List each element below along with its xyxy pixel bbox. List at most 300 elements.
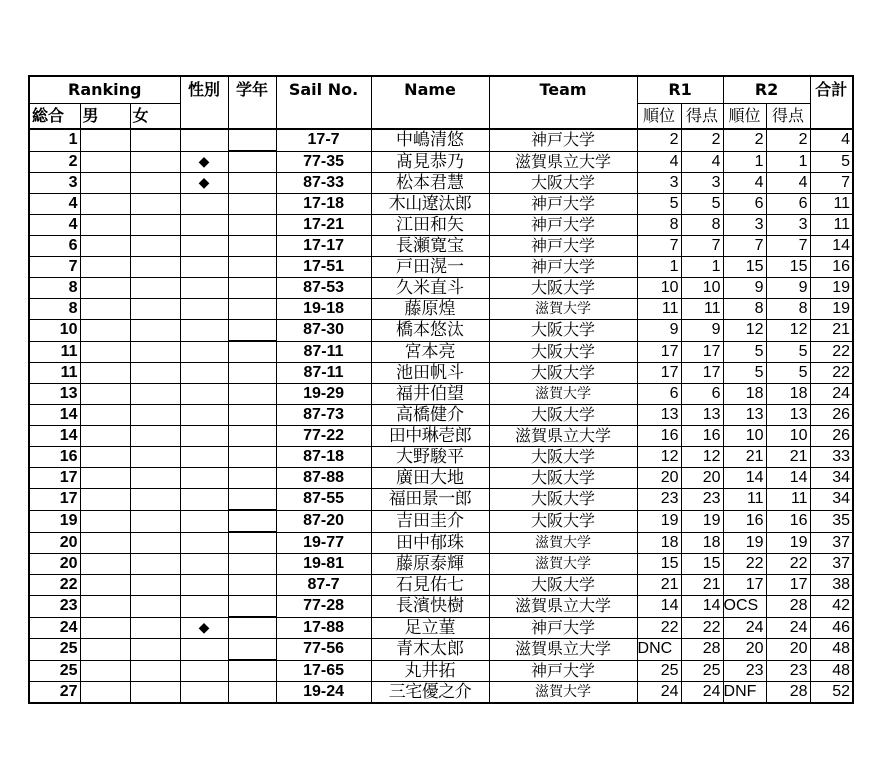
cell-r1-place: 17: [637, 341, 681, 363]
cell-r2-place: 22: [723, 554, 766, 575]
header-r1-place: 順位: [637, 104, 681, 130]
cell-female: [130, 384, 180, 405]
cell-team: 神戸大学: [489, 236, 637, 257]
cell-female: [130, 617, 180, 639]
cell-rank: 27: [29, 682, 80, 704]
cell-grade: [228, 215, 276, 236]
cell-r1-place: 5: [637, 194, 681, 215]
cell-male: [80, 532, 130, 554]
cell-rank: 16: [29, 447, 80, 468]
cell-total: 7: [810, 173, 853, 194]
cell-total: 37: [810, 554, 853, 575]
cell-r1-place: 7: [637, 236, 681, 257]
cell-r1-place: 25: [637, 660, 681, 682]
cell-female: [130, 405, 180, 426]
cell-team: 大阪大学: [489, 575, 637, 596]
header-sail-no: Sail No.: [276, 76, 371, 104]
cell-r2-points: 7: [766, 236, 810, 257]
cell-r1-place: 14: [637, 596, 681, 618]
cell-name: 大野駿平: [371, 447, 489, 468]
cell-sail-no: 17-88: [276, 617, 371, 639]
cell-gender: [180, 405, 228, 426]
cell-team: 滋賀県立大学: [489, 639, 637, 661]
cell-r2-place: 8: [723, 299, 766, 320]
cell-total: 33: [810, 447, 853, 468]
cell-name: 長濱快樹: [371, 596, 489, 618]
cell-rank: 11: [29, 341, 80, 363]
cell-r2-place: 13: [723, 405, 766, 426]
cell-total: 42: [810, 596, 853, 618]
cell-male: [80, 278, 130, 299]
table-row: [29, 405, 853, 426]
cell-r2-points: 21: [766, 447, 810, 468]
cell-name: 木山遼汰郎: [371, 194, 489, 215]
cell-r1-place: 1: [637, 257, 681, 278]
cell-sail-no: 17-51: [276, 257, 371, 278]
cell-team: 滋賀大学: [489, 384, 637, 405]
cell-r1-points: 4: [681, 151, 723, 173]
cell-male: [80, 363, 130, 384]
cell-r1-points: 3: [681, 173, 723, 194]
cell-gender: [180, 660, 228, 682]
table-row: [29, 173, 853, 194]
cell-grade: [228, 194, 276, 215]
header-overall: 総合: [29, 104, 80, 130]
header-r1: R1: [637, 76, 723, 104]
cell-r2-place: DNF: [723, 682, 766, 704]
table-row: [29, 447, 853, 468]
cell-r1-points: 6: [681, 384, 723, 405]
table-row: [29, 299, 853, 320]
cell-r2-place: 7: [723, 236, 766, 257]
cell-r2-place: 20: [723, 639, 766, 661]
cell-team: 神戸大学: [489, 257, 637, 278]
cell-r1-place: 21: [637, 575, 681, 596]
cell-female: [130, 447, 180, 468]
cell-male: [80, 447, 130, 468]
cell-r1-points: 18: [681, 532, 723, 554]
cell-total: 35: [810, 510, 853, 532]
cell-total: 34: [810, 489, 853, 511]
cell-gender: ◆: [180, 151, 228, 173]
cell-female: [130, 236, 180, 257]
cell-name: 田中郁珠: [371, 532, 489, 554]
cell-sail-no: 17-7: [276, 129, 371, 151]
cell-sail-no: 87-30: [276, 320, 371, 342]
table-row: [29, 575, 853, 596]
cell-name: 足立菫: [371, 617, 489, 639]
cell-sail-no: 77-28: [276, 596, 371, 618]
cell-male: [80, 194, 130, 215]
cell-r2-place: 9: [723, 278, 766, 299]
cell-grade: [228, 257, 276, 278]
table-row: [29, 194, 853, 215]
cell-team: 神戸大学: [489, 215, 637, 236]
cell-grade: [228, 278, 276, 299]
cell-grade: [228, 575, 276, 596]
cell-female: [130, 532, 180, 554]
cell-r1-points: 16: [681, 426, 723, 447]
cell-total: 38: [810, 575, 853, 596]
table-row: [29, 596, 853, 618]
cell-sail-no: 19-77: [276, 532, 371, 554]
cell-team: 滋賀県立大学: [489, 151, 637, 173]
table-row: [29, 384, 853, 405]
cell-r2-points: 8: [766, 299, 810, 320]
cell-gender: [180, 426, 228, 447]
cell-r2-points: 10: [766, 426, 810, 447]
cell-rank: 19: [29, 510, 80, 532]
cell-r2-points: 4: [766, 173, 810, 194]
cell-r1-place: 11: [637, 299, 681, 320]
cell-name: 池田帆斗: [371, 363, 489, 384]
cell-team: 大阪大学: [489, 468, 637, 489]
cell-male: [80, 129, 130, 151]
cell-sail-no: 87-20: [276, 510, 371, 532]
cell-rank: 6: [29, 236, 80, 257]
header-male: 男: [80, 104, 130, 130]
cell-r1-points: 13: [681, 405, 723, 426]
cell-r1-points: 22: [681, 617, 723, 639]
cell-gender: [180, 682, 228, 704]
cell-r2-place: 17: [723, 575, 766, 596]
cell-r2-points: 18: [766, 384, 810, 405]
cell-female: [130, 682, 180, 704]
cell-male: [80, 384, 130, 405]
cell-r1-points: 11: [681, 299, 723, 320]
table-row: [29, 617, 853, 639]
cell-rank: 24: [29, 617, 80, 639]
cell-gender: [180, 236, 228, 257]
table-row: [29, 363, 853, 384]
cell-r2-place: 23: [723, 660, 766, 682]
cell-name: 戸田滉一: [371, 257, 489, 278]
cell-gender: [180, 257, 228, 278]
cell-name: 宮本亮: [371, 341, 489, 363]
cell-team: 滋賀大学: [489, 532, 637, 554]
cell-rank: 3: [29, 173, 80, 194]
cell-r1-points: 23: [681, 489, 723, 511]
cell-sail-no: 19-29: [276, 384, 371, 405]
header-row-1: [29, 76, 853, 104]
table-row: [29, 320, 853, 342]
cell-r1-place: 2: [637, 129, 681, 151]
cell-male: [80, 341, 130, 363]
header-female: 女: [130, 104, 180, 130]
cell-grade: [228, 341, 276, 363]
cell-gender: [180, 639, 228, 661]
cell-male: [80, 426, 130, 447]
cell-name: 石見佑七: [371, 575, 489, 596]
cell-r1-points: 19: [681, 510, 723, 532]
cell-sail-no: 77-56: [276, 639, 371, 661]
cell-gender: [180, 596, 228, 618]
cell-gender: [180, 447, 228, 468]
cell-r1-points: 5: [681, 194, 723, 215]
table-row: [29, 151, 853, 173]
cell-total: 5: [810, 151, 853, 173]
cell-female: [130, 194, 180, 215]
cell-sail-no: 87-18: [276, 447, 371, 468]
cell-sail-no: 77-35: [276, 151, 371, 173]
cell-male: [80, 405, 130, 426]
cell-total: 21: [810, 320, 853, 342]
cell-male: [80, 596, 130, 618]
cell-r2-points: 22: [766, 554, 810, 575]
cell-total: 24: [810, 384, 853, 405]
cell-r2-points: 12: [766, 320, 810, 342]
header-sail-blank: [276, 104, 371, 130]
cell-grade: [228, 236, 276, 257]
header-team-blank: [489, 104, 637, 130]
cell-grade: [228, 447, 276, 468]
cell-r2-place: 1: [723, 151, 766, 173]
cell-r2-points: 15: [766, 257, 810, 278]
cell-team: 大阪大学: [489, 447, 637, 468]
cell-r1-place: 10: [637, 278, 681, 299]
cell-rank: 7: [29, 257, 80, 278]
cell-female: [130, 596, 180, 618]
cell-sail-no: 17-21: [276, 215, 371, 236]
cell-name: 福田景一郎: [371, 489, 489, 511]
cell-female: [130, 173, 180, 194]
header-gender-blank: [180, 104, 228, 130]
header-r2: R2: [723, 76, 810, 104]
cell-sail-no: 17-18: [276, 194, 371, 215]
cell-rank: 14: [29, 405, 80, 426]
table-row: [29, 257, 853, 278]
header-total: 合計: [810, 76, 853, 104]
header-gender: 性別: [180, 76, 228, 104]
cell-r1-points: 14: [681, 596, 723, 618]
header-r1-points: 得点: [681, 104, 723, 130]
cell-r2-points: 17: [766, 575, 810, 596]
cell-gender: ◆: [180, 173, 228, 194]
table-row: [29, 639, 853, 661]
table-row: [29, 682, 853, 704]
table-row: [29, 532, 853, 554]
cell-r1-points: 24: [681, 682, 723, 704]
cell-team: 大阪大学: [489, 278, 637, 299]
cell-name: 久米直斗: [371, 278, 489, 299]
cell-team: 大阪大学: [489, 363, 637, 384]
cell-grade: [228, 510, 276, 532]
cell-name: 廣田大地: [371, 468, 489, 489]
cell-male: [80, 468, 130, 489]
cell-male: [80, 510, 130, 532]
cell-team: 滋賀大学: [489, 554, 637, 575]
cell-r2-points: 1: [766, 151, 810, 173]
cell-team: 大阪大学: [489, 173, 637, 194]
cell-r2-place: 15: [723, 257, 766, 278]
cell-grade: [228, 384, 276, 405]
cell-gender: [180, 299, 228, 320]
header-name: Name: [371, 76, 489, 104]
cell-male: [80, 320, 130, 342]
cell-rank: 1: [29, 129, 80, 151]
header-grade-blank: [228, 104, 276, 130]
cell-name: 橋本悠汰: [371, 320, 489, 342]
cell-r1-place: 6: [637, 384, 681, 405]
table-row: [29, 489, 853, 511]
cell-female: [130, 341, 180, 363]
cell-r1-points: 8: [681, 215, 723, 236]
cell-rank: 25: [29, 639, 80, 661]
table-row: [29, 660, 853, 682]
cell-r1-place: 3: [637, 173, 681, 194]
cell-r1-place: 15: [637, 554, 681, 575]
cell-team: 滋賀大学: [489, 682, 637, 704]
cell-total: 4: [810, 129, 853, 151]
cell-rank: 4: [29, 194, 80, 215]
cell-female: [130, 151, 180, 173]
cell-r2-points: 3: [766, 215, 810, 236]
header-name-blank: [371, 104, 489, 130]
cell-sail-no: 87-7: [276, 575, 371, 596]
cell-gender: [180, 363, 228, 384]
cell-r1-place: 24: [637, 682, 681, 704]
cell-r2-points: 19: [766, 532, 810, 554]
cell-r2-points: 28: [766, 682, 810, 704]
cell-female: [130, 363, 180, 384]
cell-grade: [228, 617, 276, 639]
cell-male: [80, 215, 130, 236]
cell-name: 吉田圭介: [371, 510, 489, 532]
cell-r2-place: 12: [723, 320, 766, 342]
cell-female: [130, 129, 180, 151]
cell-r1-place: 18: [637, 532, 681, 554]
cell-r1-points: 15: [681, 554, 723, 575]
cell-r2-place: 5: [723, 341, 766, 363]
cell-r1-points: 25: [681, 660, 723, 682]
cell-grade: [228, 426, 276, 447]
cell-name: 福井伯望: [371, 384, 489, 405]
cell-rank: 20: [29, 532, 80, 554]
cell-r2-place: 19: [723, 532, 766, 554]
cell-r1-points: 7: [681, 236, 723, 257]
cell-male: [80, 151, 130, 173]
cell-female: [130, 554, 180, 575]
cell-sail-no: 17-17: [276, 236, 371, 257]
cell-team: 滋賀県立大学: [489, 426, 637, 447]
cell-team: 滋賀大学: [489, 299, 637, 320]
cell-gender: [180, 384, 228, 405]
cell-r2-points: 2: [766, 129, 810, 151]
cell-name: 中嶋清悠: [371, 129, 489, 151]
header-r2-place: 順位: [723, 104, 766, 130]
cell-grade: [228, 489, 276, 511]
cell-sail-no: 87-88: [276, 468, 371, 489]
cell-r1-points: 17: [681, 341, 723, 363]
cell-total: 19: [810, 299, 853, 320]
cell-r1-place: 23: [637, 489, 681, 511]
cell-r1-place: DNC: [637, 639, 681, 661]
cell-r1-points: 1: [681, 257, 723, 278]
cell-r1-place: 19: [637, 510, 681, 532]
cell-total: 22: [810, 363, 853, 384]
header-grade: 学年: [228, 76, 276, 104]
cell-name: 青木太郎: [371, 639, 489, 661]
table-row: [29, 278, 853, 299]
cell-team: 大阪大学: [489, 405, 637, 426]
cell-r1-place: 8: [637, 215, 681, 236]
cell-r2-place: 14: [723, 468, 766, 489]
cell-rank: 10: [29, 320, 80, 342]
cell-r2-points: 9: [766, 278, 810, 299]
cell-grade: [228, 468, 276, 489]
cell-team: 大阪大学: [489, 489, 637, 511]
cell-r2-points: 6: [766, 194, 810, 215]
cell-sail-no: 19-81: [276, 554, 371, 575]
cell-r2-place: 21: [723, 447, 766, 468]
cell-name: 高橋健介: [371, 405, 489, 426]
cell-r2-points: 5: [766, 363, 810, 384]
cell-grade: [228, 151, 276, 173]
results-table: [28, 75, 854, 704]
cell-total: 19: [810, 278, 853, 299]
cell-total: 26: [810, 405, 853, 426]
cell-rank: 25: [29, 660, 80, 682]
cell-r1-place: 20: [637, 468, 681, 489]
cell-female: [130, 510, 180, 532]
cell-gender: [180, 510, 228, 532]
cell-female: [130, 575, 180, 596]
cell-total: 26: [810, 426, 853, 447]
cell-team: 大阪大学: [489, 341, 637, 363]
cell-gender: [180, 554, 228, 575]
cell-female: [130, 299, 180, 320]
cell-rank: 23: [29, 596, 80, 618]
cell-total: 46: [810, 617, 853, 639]
cell-r2-points: 24: [766, 617, 810, 639]
cell-grade: [228, 363, 276, 384]
cell-r1-place: 13: [637, 405, 681, 426]
table-row: [29, 341, 853, 363]
cell-gender: [180, 489, 228, 511]
cell-r1-points: 17: [681, 363, 723, 384]
cell-rank: 4: [29, 215, 80, 236]
cell-r2-points: 23: [766, 660, 810, 682]
cell-male: [80, 554, 130, 575]
cell-r1-points: 12: [681, 447, 723, 468]
cell-total: 52: [810, 682, 853, 704]
cell-r2-place: 18: [723, 384, 766, 405]
cell-name: 三宅優之介: [371, 682, 489, 704]
cell-sail-no: 87-11: [276, 363, 371, 384]
cell-r2-points: 28: [766, 596, 810, 618]
cell-grade: [228, 639, 276, 661]
cell-female: [130, 257, 180, 278]
cell-gender: [180, 129, 228, 151]
cell-gender: [180, 215, 228, 236]
cell-r2-place: 3: [723, 215, 766, 236]
cell-sail-no: 87-73: [276, 405, 371, 426]
cell-rank: 8: [29, 278, 80, 299]
cell-name: 松本君慧: [371, 173, 489, 194]
cell-female: [130, 660, 180, 682]
cell-r2-points: 20: [766, 639, 810, 661]
cell-gender: ◆: [180, 617, 228, 639]
cell-total: 37: [810, 532, 853, 554]
cell-r2-place: 24: [723, 617, 766, 639]
cell-r2-place: 4: [723, 173, 766, 194]
cell-total: 48: [810, 660, 853, 682]
table-row: [29, 215, 853, 236]
table-row: [29, 468, 853, 489]
cell-team: 大阪大学: [489, 510, 637, 532]
cell-r1-points: 20: [681, 468, 723, 489]
cell-male: [80, 639, 130, 661]
